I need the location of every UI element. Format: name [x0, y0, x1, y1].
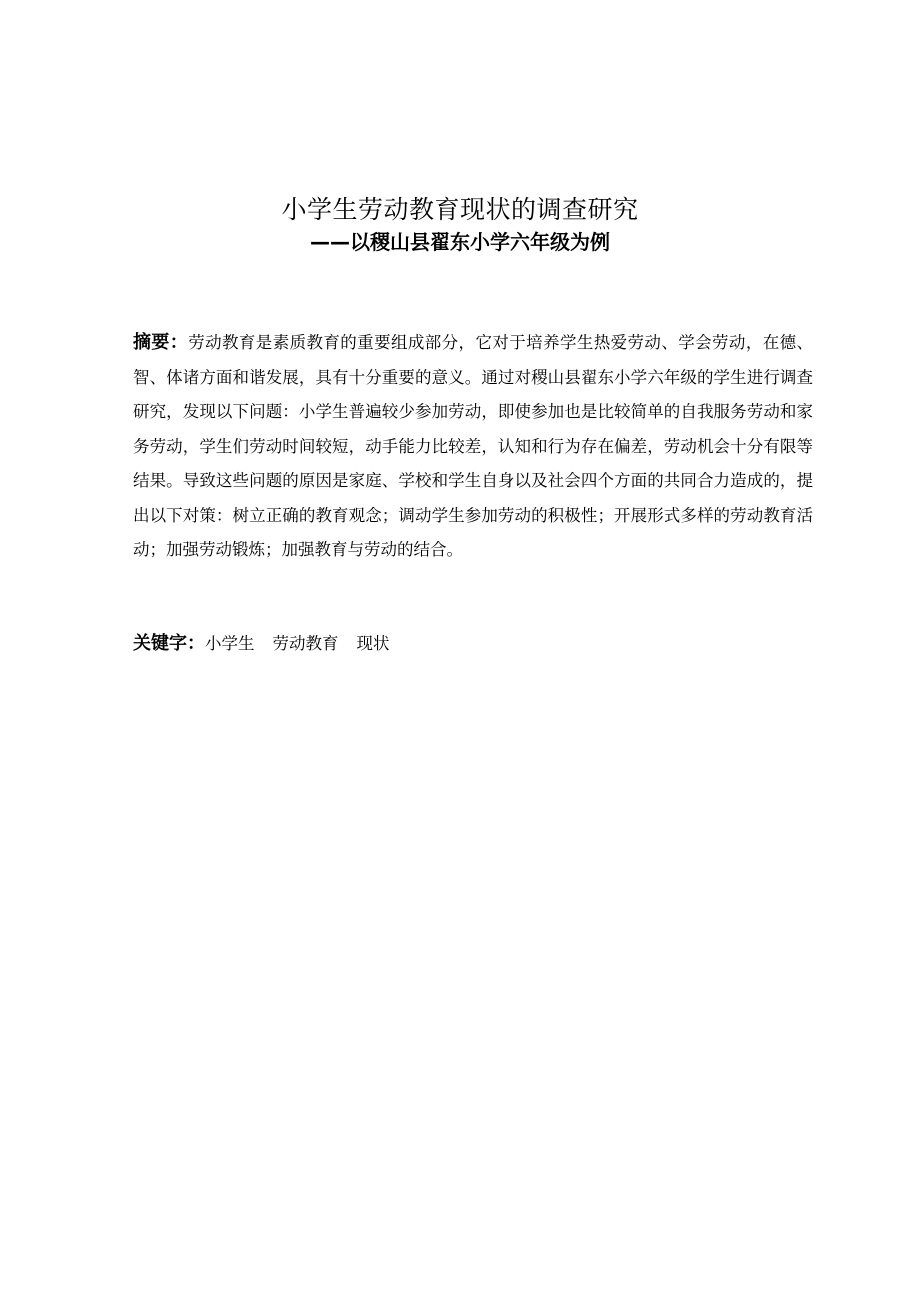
keywords-label: 关键字：	[133, 633, 205, 654]
paper-title: 小学生劳动教育现状的调查研究	[281, 195, 639, 224]
abstract-text: 劳动教育是素质教育的重要组成部分，它对于培养学生热爱劳动、学会劳动，在德、智、体诸方面和谐发展，具有十分重要的意义。通过对稷山县翟东小学六年级的学生进行调查研究，发现以下问题：小学生普遍较少参加劳动，即使参加也是比较简单的自我服务劳动和家务劳动，学生们劳动时间较短，动手能力比较差，认知和行为存在偏差，劳动机会十分有限等结果。导致这些问题的原因是家庭、学校和学生自身以及社会四个方面的共同合力造成的，提出以下对策：树立正确的教育观念；调动学生参加劳动的积极性；开展形式多样的劳动教育活动；加强劳动锻炼；加强教育与劳动的结合。	[133, 333, 814, 559]
paper-subtitle: ——以稷山县翟东小学六年级为例	[310, 230, 610, 254]
keyword-item: 小学生	[205, 634, 255, 653]
abstract-label: 摘要：	[133, 332, 189, 353]
abstract-paragraph	[133, 326, 813, 568]
keyword-item: 劳动教育	[272, 634, 339, 653]
keywords-line	[133, 628, 813, 660]
keyword-item: 现状	[356, 634, 390, 653]
